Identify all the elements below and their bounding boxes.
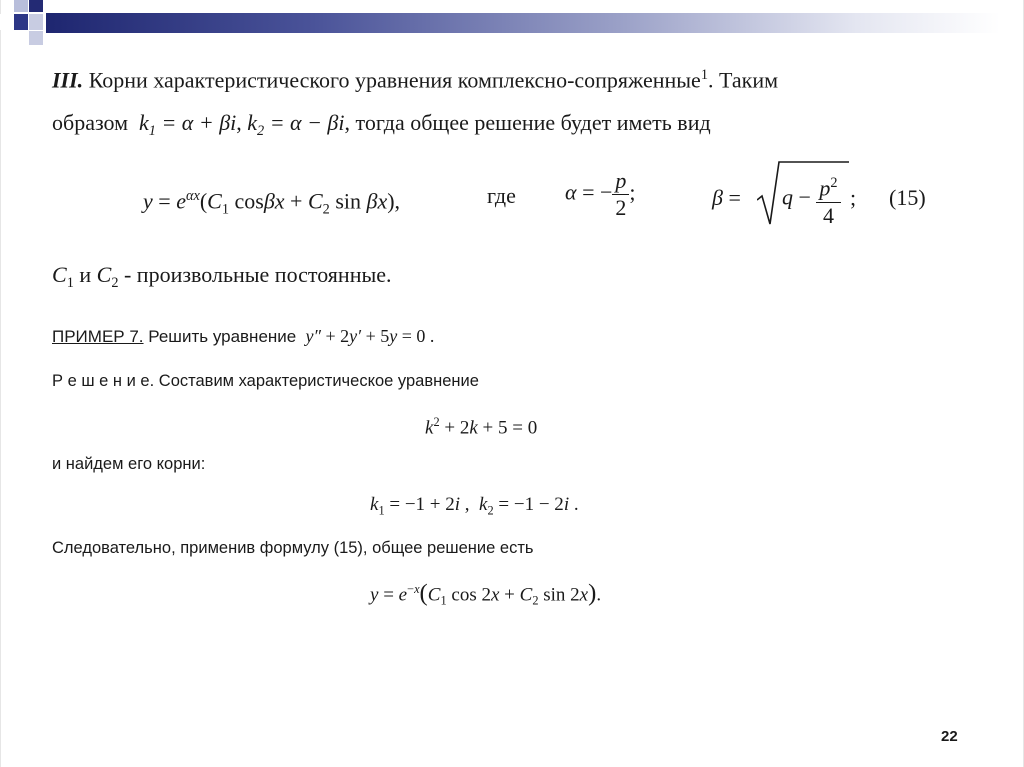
footnote-mark: 1 (700, 67, 708, 83)
root-k2-formula: $k_2 = \alpha - \beta i$ (247, 110, 345, 139)
and-word: и (79, 262, 92, 287)
roots-prefix: образом (52, 110, 134, 135)
case-text: Корни характеристического уравнения комплексно-сопряженные (83, 67, 701, 93)
header-gradient-bar (46, 13, 1000, 33)
roots-intro: и найдем его корни: (52, 455, 206, 473)
example-roots: $k_1 = -1 + 2i$ , $k_2 = -1 - 2i$ . (370, 494, 579, 518)
roots-line: образом $k_1 = \alpha + \beta i$, $k_2 = \alpha - \beta i$, тогда общее решение будет иметь вид (52, 110, 711, 139)
conclusion-text: Следовательно, применив формулу (15), общее решение есть (52, 539, 534, 557)
solution-text: Составим характеристическое уравнение (154, 372, 479, 390)
example-title: ПРИМЕР 7. (52, 327, 144, 346)
example-equation: y″ + 2y′ + 5y = 0 . (305, 326, 435, 346)
equation-number: (15) (889, 185, 926, 210)
solution-line (52, 371, 479, 391)
example-task: Решить уравнение (148, 327, 297, 346)
example-line (52, 325, 434, 348)
page-number: 22 (941, 728, 958, 745)
example-solution-formula: $y = e^{-x}(C_1$ $\cos 2x + C_2$ sin 2x). (370, 579, 602, 608)
left-border (0, 0, 1, 767)
case-heading (52, 62, 778, 94)
characteristic-equation: $k^2 + 2k + 5 = 0$ (425, 415, 538, 439)
alpha-formula: α = − $\frac{p}{2}$ ; (565, 168, 636, 220)
case-label: III. (52, 67, 84, 93)
roots-suffix: , тогда общее решение будет иметь вид (344, 110, 711, 135)
constants-line: $C_1$ и $C_2$ - произвольные постоянные. (52, 262, 392, 291)
general-solution-formula: $y = e^{\alpha x}(C_1$ $\cos\beta x + C_2$ sin βx), (143, 188, 401, 218)
constants-text: - произвольные постоянные. (123, 262, 392, 287)
solution-label: Р е ш е н и е. (52, 372, 155, 390)
where-label: где (487, 183, 516, 208)
root-k1-formula: $k_1 = \alpha + \beta i$ (133, 110, 237, 139)
beta-radicand: q − $\frac{p^2}{4}$ (782, 170, 841, 229)
case-tail: . Таким (707, 67, 779, 93)
beta-formula: β = (712, 185, 741, 210)
